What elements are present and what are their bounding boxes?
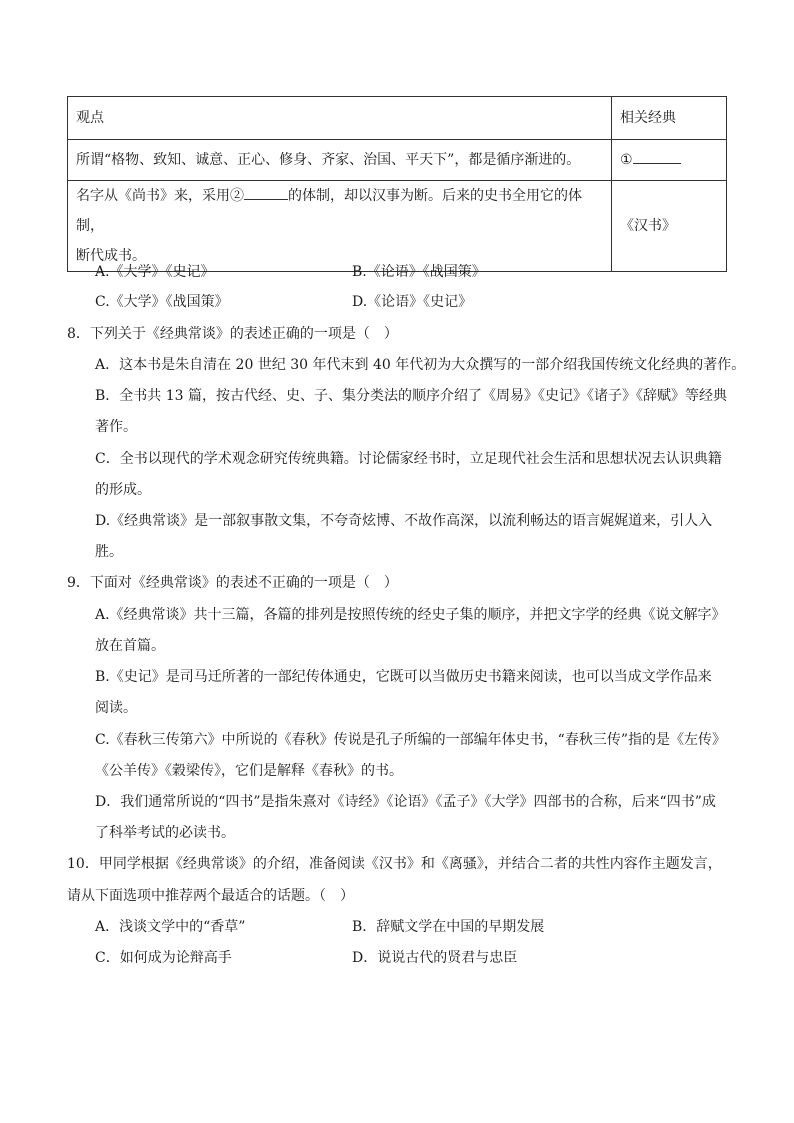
- q9-option-a: A.《经典常谈》共十三篇，各篇的排列是按照传统的经史子集的顺序，并把文字学的经典《说文解字》: [95, 607, 726, 623]
- table-row: [68, 140, 727, 181]
- fill-blank-1: [633, 147, 681, 164]
- blank-marker: ①: [620, 152, 633, 168]
- q8-option-a: A．这本书是朱自清在 20 世纪 30 年代末到 40 年代初为大众撰写的一部介绍我国传统文化经典的著作。: [95, 357, 746, 373]
- q10-option-c: C．如何成为论辩高手: [95, 950, 232, 966]
- q8-stem: 8．下列关于《经典常谈》的表述正确的一项是（ ）: [67, 326, 398, 342]
- table-cell-view: [68, 140, 612, 181]
- q8-option-d-cont: 胜。: [95, 544, 123, 560]
- q9-stem: 9．下面对《经典常谈》的表述不正确的一项是（ ）: [67, 575, 398, 591]
- view-text-line2: 断代成书。: [76, 248, 146, 264]
- q10-option-d: D．说说古代的贤君与忠臣: [352, 950, 518, 966]
- table-cell-classic: [612, 140, 727, 181]
- q8-option-b-cont: 著作。: [95, 419, 137, 435]
- q7-option-b: B.《论语》《战国策》: [352, 264, 486, 280]
- view-text-post: 的体制，却以汉事为断。后来的史书全用它的体制，: [76, 188, 582, 234]
- table-header-classic: 相关经典: [612, 97, 727, 140]
- view-text-pre: 名字从《尚书》来，采用②: [76, 188, 244, 204]
- q7-option-c: C.《大学》《战国策》: [95, 294, 229, 310]
- q9-option-a-cont: 放在首篇。: [95, 638, 165, 654]
- q9-option-d: D．我们通常所说的“四书”是指朱熹对《诗经》《论语》《孟子》《大学》四部书的合称，后来“四书”成: [95, 794, 716, 810]
- q7-option-a: A.《大学》《史记》: [95, 264, 215, 280]
- q8-option-c: C．全书以现代的学术观念研究传统典籍。讨论儒家经书时，立足现代社会生活和思想状况去认识典籍: [95, 451, 722, 467]
- fill-blank-2: [244, 183, 288, 200]
- table-cell-classic: 《汉书》: [612, 181, 727, 272]
- q7-option-d: D.《论语》《史记》: [352, 294, 473, 310]
- q10-option-b: B．辞赋文学在中国的早期发展: [352, 919, 545, 935]
- table-header-view: 观点: [68, 97, 612, 140]
- q10-stem-cont: 请从下面选项中推荐两个最适合的话题。（ ）: [67, 888, 354, 904]
- q9-option-c: C.《春秋三传第六》中所说的《春秋》传说是孔子所编的一部编年体史书，“春秋三传”指的是《左传》: [95, 732, 726, 748]
- table-cell-view: [68, 181, 612, 272]
- q8-option-c-cont: 的形成。: [95, 482, 151, 498]
- classics-table: [67, 96, 727, 272]
- q9-option-d-cont: 了科举考试的必读书。: [95, 825, 235, 841]
- q10-option-a: A．浅谈文学中的“香草”: [95, 919, 246, 935]
- table-header-row: [68, 97, 727, 140]
- table-row: [68, 181, 727, 272]
- q9-option-b-cont: 阅读。: [95, 700, 137, 716]
- q9-option-c-cont: 《公羊传》《穀梁传》，它们是解释《春秋》的书。: [95, 763, 403, 779]
- q10-stem: 10．甲同学根据《经典常谈》的介绍，准备阅读《汉书》和《离骚》，并结合二者的共性内容作主题发言，: [67, 856, 722, 872]
- q9-option-b: B.《史记》是司马迁所著的一部纪传体通史，它既可以当做历史书籍来阅读，也可以当成文学作品来: [95, 669, 712, 685]
- view-text: 所谓“格物、致知、诚意、正心、修身、齐家、治国、平天下”，都是循序渐进的。: [76, 152, 581, 168]
- q8-option-d: D.《经典常谈》是一部叙事散文集，不夸奇炫博、不故作高深，以流利畅达的语言娓娓道来，引人入: [95, 513, 713, 529]
- q8-option-b: B．全书共 13 篇，按古代经、史、子、集分类法的顺序介绍了《周易》《史记》《诸子》《辞赋》等经典: [95, 388, 728, 404]
